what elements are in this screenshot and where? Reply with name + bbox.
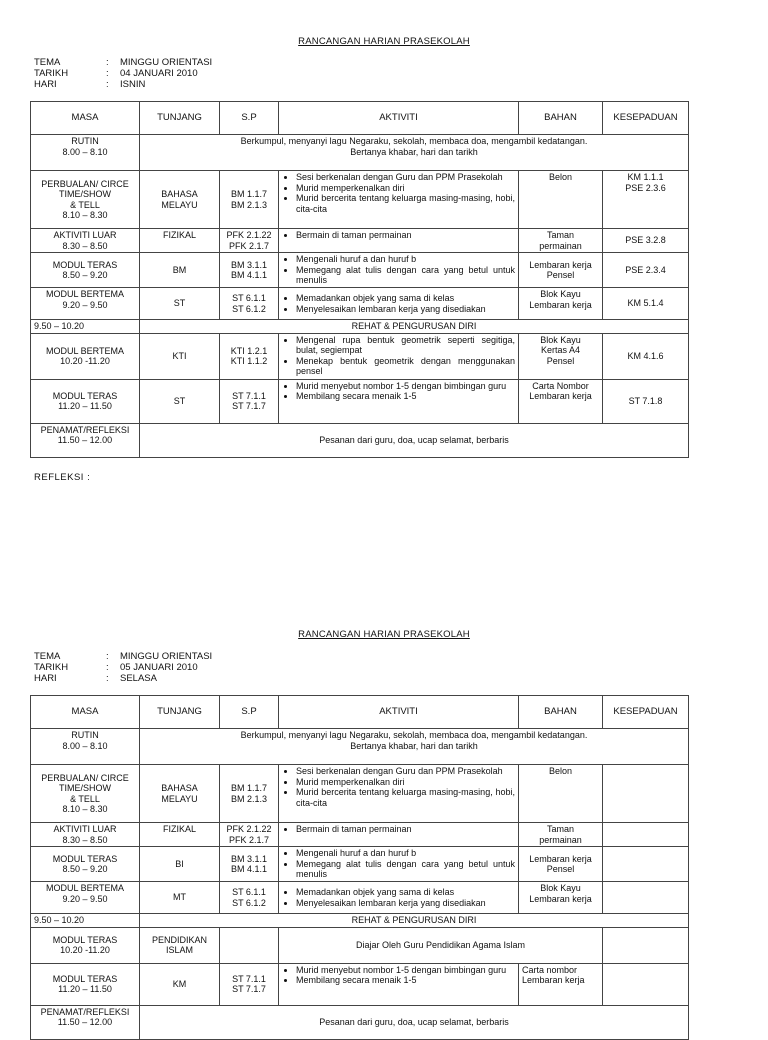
cell-kesepaduan (603, 765, 689, 823)
cell-aktiviti (279, 379, 519, 423)
aktiviti-item: • Menyelesaikan lembaran kerja yang disediakan (296, 898, 515, 909)
plan-2-table (30, 695, 689, 1040)
cell-span-text: REHAT & PENGURUSAN DIRI (140, 320, 689, 334)
plan-1-meta (34, 57, 212, 90)
plan-1-title: RANCANGAN HARIAN PRASEKOLAH (298, 36, 470, 47)
cell-kesepaduan: ST 7.1.8 (603, 379, 689, 423)
cell-sp: BM 1.1.7 BM 2.1.3 (220, 171, 279, 229)
cell-aktiviti (279, 963, 519, 1005)
meta-row-tarikh (34, 662, 212, 673)
table-row (31, 914, 689, 928)
cell-masa: PERBUALAN/ CIRCE TIME/SHOW & TELL 8.10 – 8.30 (31, 171, 140, 229)
cell-kesepaduan: KM 4.1.6 (603, 333, 689, 379)
cell-span-text: Pesanan dari guru, doa, ucap selamat, berbaris (140, 1005, 689, 1039)
header-aktiviti: AKTIVITI (279, 102, 519, 135)
aktiviti-item: • Mengenali huruf a dan huruf b (296, 254, 515, 265)
cell-masa: AKTIVITI LUAR 8.30 – 8.50 (31, 229, 140, 253)
cell-tunjang: KM (140, 963, 220, 1005)
cell-sp: ST 7.1.1 ST 7.1.7 (220, 963, 279, 1005)
header-masa: MASA (31, 102, 140, 135)
table-row (31, 333, 689, 379)
meta-key: HARI (34, 79, 57, 90)
cell-masa: MODUL BERTEMA 10.20 -11.20 (31, 333, 140, 379)
cell-masa: MODUL BERTEMA 9.20 – 9.50 (31, 882, 140, 914)
cell-masa: RUTIN 8.00 – 8.10 (31, 729, 140, 765)
cell-masa: MODUL TERAS 11.20 – 11.50 (31, 963, 140, 1005)
table-row (31, 171, 689, 229)
table-row (31, 320, 689, 334)
meta-sep: : (106, 79, 109, 90)
cell-tunjang: MT (140, 882, 220, 914)
cell-sp (220, 927, 279, 963)
table-row (31, 423, 689, 457)
aktiviti-item: • Memegang alat tulis dengan cara yang betul untuk menulis (296, 859, 515, 880)
aktiviti-item: • Menekap bentuk geometrik dengan menggunakan pensel (296, 356, 515, 377)
cell-aktiviti (279, 823, 519, 847)
cell-masa: 9.50 – 10.20 (31, 914, 140, 928)
cell-kesepaduan: KM 5.1.4 (603, 288, 689, 320)
meta-row-hari (34, 79, 212, 90)
meta-value: 04 JANUARI 2010 (120, 68, 198, 79)
plan-2-meta (34, 651, 212, 684)
meta-key: TEMA (34, 57, 61, 68)
aktiviti-item: • Sesi berkenalan dengan Guru dan PPM Prasekolah (296, 766, 515, 777)
cell-tunjang: ST (140, 379, 220, 423)
cell-kesepaduan (603, 963, 689, 1005)
meta-row-tema (34, 651, 212, 662)
cell-aktiviti (279, 882, 519, 914)
plan-1-table (30, 101, 689, 458)
aktiviti-item: • Sesi berkenalan dengan Guru dan PPM Prasekolah (296, 172, 515, 183)
meta-row-hari (34, 673, 212, 684)
aktiviti-item: • Murid bercerita tentang keluarga masing-masing, hobi, cita-cita (296, 193, 515, 214)
cell-masa: AKTIVITI LUAR 8.30 – 8.50 (31, 823, 140, 847)
table-row (31, 135, 689, 171)
cell-bahan: Belon (519, 765, 603, 823)
aktiviti-item: • Menyelesaikan lembaran kerja yang disediakan (296, 304, 515, 315)
meta-value: ISNIN (120, 79, 146, 90)
table-row (31, 882, 689, 914)
cell-aktiviti (279, 171, 519, 229)
cell-aktiviti (279, 847, 519, 882)
cell-tunjang: ST (140, 288, 220, 320)
meta-value: SELASA (120, 673, 157, 684)
cell-masa: MODUL TERAS 11.20 – 11.50 (31, 379, 140, 423)
meta-sep: : (106, 651, 109, 662)
meta-key: TARIKH (34, 662, 69, 673)
meta-value: MINGGU ORIENTASI (120, 651, 213, 662)
cell-aktiviti (279, 765, 519, 823)
cell-aktiviti (279, 253, 519, 288)
meta-sep: : (106, 57, 109, 68)
cell-masa: RUTIN 8.00 – 8.10 (31, 135, 140, 171)
cell-tunjang: BI (140, 847, 220, 882)
cell-sp: PFK 2.1.22 PFK 2.1.7 (220, 823, 279, 847)
table-row (31, 823, 689, 847)
table-row (31, 963, 689, 1005)
meta-value: 05 JANUARI 2010 (120, 662, 198, 673)
aktiviti-item: • Murid memperkenalkan diri (296, 777, 515, 788)
cell-masa: MODUL BERTEMA 9.20 – 9.50 (31, 288, 140, 320)
cell-sp: BM 3.1.1 BM 4.1.1 (220, 847, 279, 882)
cell-masa: PERBUALAN/ CIRCE TIME/SHOW & TELL 8.10 – 8.30 (31, 765, 140, 823)
cell-sp: KTI 1.2.1 KTI 1.1.2 (220, 333, 279, 379)
cell-kesepaduan: KM 1.1.1 PSE 2.3.6 (603, 171, 689, 229)
cell-tunjang: KTI (140, 333, 220, 379)
table-row (31, 729, 689, 765)
cell-masa: PENAMAT/REFLEKSI 11.50 – 12.00 (31, 423, 140, 457)
cell-masa: MODUL TERAS 8.50 – 9.20 (31, 847, 140, 882)
cell-kesepaduan (603, 823, 689, 847)
meta-key: TEMA (34, 651, 61, 662)
aktiviti-item: • Mengenal rupa bentuk geometrik seperti segitiga, bulat, segiempat (296, 335, 515, 356)
refleksi-label: REFLEKSI : (34, 472, 91, 483)
aktiviti-item: • Murid menyebut nombor 1-5 dengan bimbingan guru (296, 965, 515, 976)
cell-bahan: Carta nombor Lembaran kerja (519, 963, 603, 1005)
cell-tunjang: PENDIDIKAN ISLAM (140, 927, 220, 963)
table-row (31, 288, 689, 320)
cell-tunjang: BAHASA MELAYU (140, 171, 220, 229)
cell-tunjang: BM (140, 253, 220, 288)
header-bahan: BAHAN (519, 102, 603, 135)
meta-value: MINGGU ORIENTASI (120, 57, 213, 68)
meta-row-tema (34, 57, 212, 68)
meta-sep: : (106, 673, 109, 684)
table-header-row (31, 696, 689, 729)
cell-masa: MODUL TERAS 10.20 -11.20 (31, 927, 140, 963)
meta-sep: : (106, 68, 109, 79)
table-header-row (31, 102, 689, 135)
cell-bahan: Blok Kayu Lembaran kerja (519, 288, 603, 320)
cell-tunjang: BAHASA MELAYU (140, 765, 220, 823)
cell-bahan: Lembaran kerja Pensel (519, 253, 603, 288)
cell-kesepaduan (603, 927, 689, 963)
table-row (31, 229, 689, 253)
header-sp: S.P (220, 102, 279, 135)
header-tunjang: TUNJANG (140, 102, 220, 135)
cell-sp: BM 3.1.1 BM 4.1.1 (220, 253, 279, 288)
plan-2-title: RANCANGAN HARIAN PRASEKOLAH (298, 629, 470, 640)
cell-kesepaduan: PSE 3.2.8 (603, 229, 689, 253)
aktiviti-item: • Murid memperkenalkan diri (296, 183, 515, 194)
cell-sp: BM 1.1.7 BM 2.1.3 (220, 765, 279, 823)
cell-span-text: Berkumpul, menyanyi lagu Negaraku, sekolah, membaca doa, mengambil kedatangan. Bertanya khabar, hari dan tarikh (140, 729, 689, 765)
meta-row-tarikh (34, 68, 212, 79)
meta-key: TARIKH (34, 68, 69, 79)
header-sp: S.P (220, 696, 279, 729)
cell-kesepaduan: PSE 2.3.4 (603, 253, 689, 288)
cell-bahan: Taman permainan (519, 823, 603, 847)
cell-bahan: Lembaran kerja Pensel (519, 847, 603, 882)
table-row (31, 253, 689, 288)
cell-kesepaduan (603, 847, 689, 882)
aktiviti-item: • Memadankan objek yang sama di kelas (296, 293, 515, 304)
cell-bahan: Blok Kayu Lembaran kerja (519, 882, 603, 914)
cell-aktiviti (279, 288, 519, 320)
cell-masa: MODUL TERAS 8.50 – 9.20 (31, 253, 140, 288)
header-kesepaduan: KESEPADUAN (603, 102, 689, 135)
cell-masa: PENAMAT/REFLEKSI 11.50 – 12.00 (31, 1005, 140, 1039)
cell-sp: PFK 2.1.22 PFK 2.1.7 (220, 229, 279, 253)
cell-span-text: Berkumpul, menyanyi lagu Negaraku, sekolah, membaca doa, mengambil kedatangan. Bertanya khabar, hari dan tarikh (140, 135, 689, 171)
cell-span-text: REHAT & PENGURUSAN DIRI (140, 914, 689, 928)
table-row (31, 765, 689, 823)
header-masa: MASA (31, 696, 140, 729)
cell-bahan: Belon (519, 171, 603, 229)
meta-sep: : (106, 662, 109, 673)
header-bahan: BAHAN (519, 696, 603, 729)
aktiviti-item: • Membilang secara menaik 1-5 (296, 391, 515, 402)
table-row (31, 379, 689, 423)
cell-kesepaduan (603, 882, 689, 914)
aktiviti-item: • Memadankan objek yang sama di kelas (296, 887, 515, 898)
aktiviti-item: • Murid bercerita tentang keluarga masing-masing, hobi, cita-cita (296, 787, 515, 808)
cell-bahan: Taman permainan (519, 229, 603, 253)
header-aktiviti: AKTIVITI (279, 696, 519, 729)
aktiviti-item: • Bermain di taman permainan (296, 230, 515, 241)
cell-aktiviti (279, 333, 519, 379)
header-tunjang: TUNJANG (140, 696, 220, 729)
aktiviti-item: • Murid menyebut nombor 1-5 dengan bimbingan guru (296, 381, 515, 392)
cell-bahan: Blok Kayu Kertas A4 Pensel (519, 333, 603, 379)
cell-aktiviti (279, 229, 519, 253)
aktiviti-item: • Mengenali huruf a dan huruf b (296, 848, 515, 859)
cell-tunjang: FIZIKAL (140, 229, 220, 253)
table-row (31, 1005, 689, 1039)
aktiviti-item: • Membilang secara menaik 1-5 (296, 975, 515, 986)
cell-tunjang: FIZIKAL (140, 823, 220, 847)
aktiviti-item: • Bermain di taman permainan (296, 824, 515, 835)
table-row (31, 847, 689, 882)
meta-key: HARI (34, 673, 57, 684)
cell-masa: 9.50 – 10.20 (31, 320, 140, 334)
cell-sp: ST 7.1.1 ST 7.1.7 (220, 379, 279, 423)
table-row (31, 927, 689, 963)
cell-bahan: Carta Nombor Lembaran kerja (519, 379, 603, 423)
cell-sp: ST 6.1.1 ST 6.1.2 (220, 882, 279, 914)
cell-span-text: Pesanan dari guru, doa, ucap selamat, berbaris (140, 423, 689, 457)
header-kesepaduan: KESEPADUAN (603, 696, 689, 729)
cell-aktiviti: Diajar Oleh Guru Pendidikan Agama Islam (279, 927, 603, 963)
cell-sp: ST 6.1.1 ST 6.1.2 (220, 288, 279, 320)
aktiviti-item: • Memegang alat tulis dengan cara yang betul untuk menulis (296, 265, 515, 286)
